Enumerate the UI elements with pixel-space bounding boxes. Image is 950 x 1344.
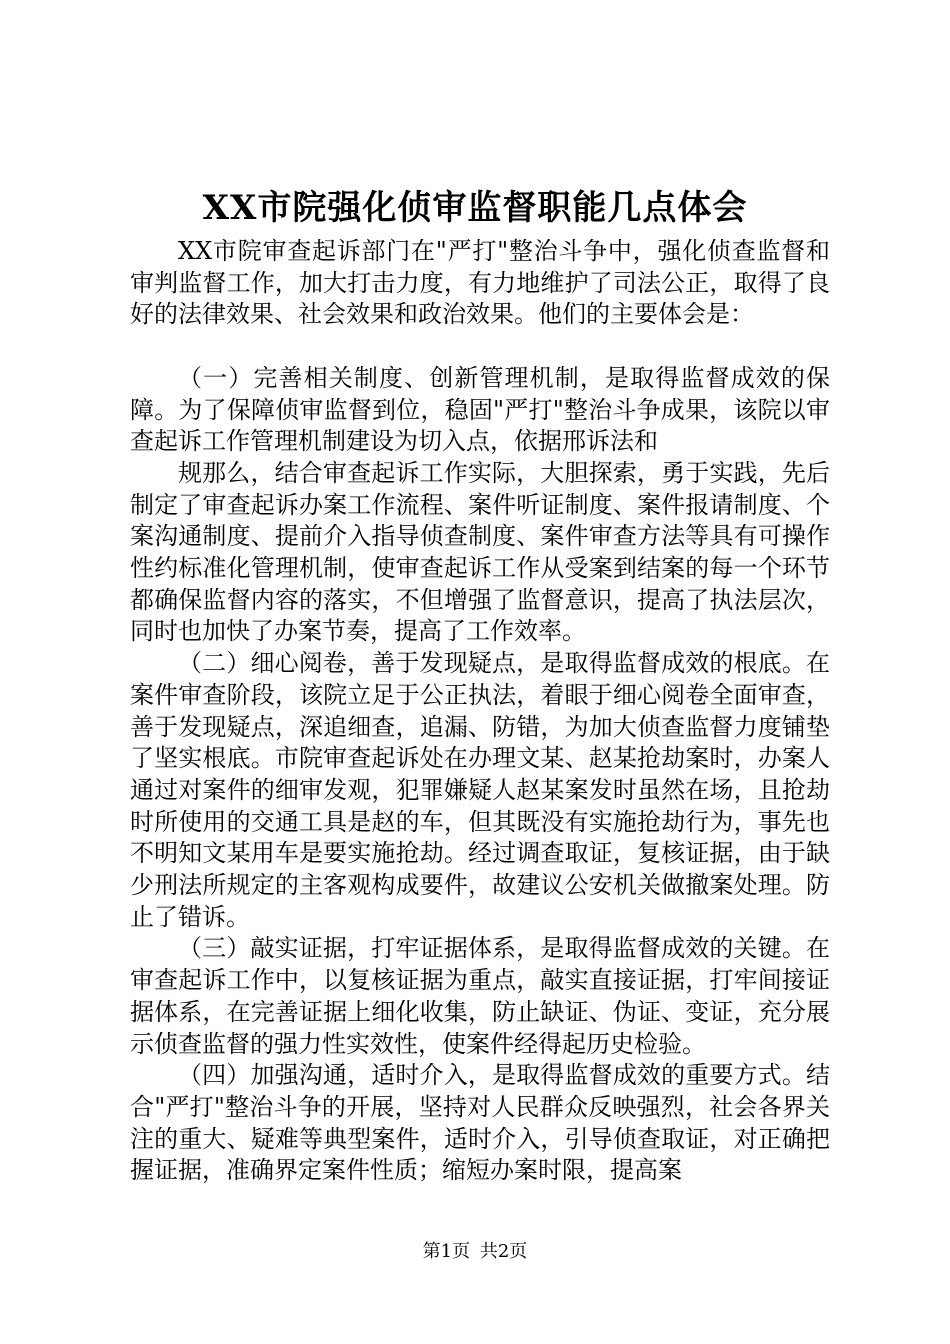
page-total: 共2页 <box>479 1241 528 1262</box>
page-number: 第1页 <box>422 1241 471 1262</box>
document-title: XX市院强化侦审监督职能几点体会 <box>202 188 748 228</box>
paragraph-section-3: （三）敲实证据，打牢证据体系，是取得监督成效的关键。在审查起诉工作中，以复核证据为重点，敲实直接证据，打牢间接证据体系，在完善证据上细化收集，防止缺证、伪证、变证，充分展示侦查监督的强力性实效性，使案件经得起历史检验。 <box>130 934 830 1058</box>
paragraph-intro: XX市院审查起诉部门在"严打"整治斗争中，强化侦查监督和审判监督工作，加大打击力度，有力地维护了司法公正，取得了良好的法律效果、社会效果和政治效果。他们的主要体会是： <box>130 237 830 329</box>
document-body <box>130 236 830 1187</box>
paragraph-section-2: （二）细心阅卷，善于发现疑点，是取得监督成效的根底。在案件审查阶段，该院立足于公正执法，着眼于细心阅卷全面审查，善于发现疑点，深追细查，追漏、防错，为加大侦查监督力度铺垫了坚实根底。市院审查起诉处在办理文某、赵某抢劫案时，办案人通过对案件的细审发观，犯罪嫌疑人赵某案发时虽然在场，且抢劫时所使用的交通工具是赵的车，但其既没有实施抢劫行为，事先也不明知文某用车是要实施抢劫。经过调查取证，复核证据，由于缺少刑法所规定的主客观构成要件，故建议公安机关做撤案处理。防止了错诉。 <box>130 649 830 931</box>
paragraph-section-4: （四）加强沟通，适时介入，是取得监督成效的重要方式。结合"严打"整治斗争的开展，坚持对人民群众反映强烈，社会各界关注的重大、疑难等典型案件，适时介入，引导侦查取证，对正确把握证据，准确界定案件性质；缩短办案时限，提高案 <box>130 1061 830 1185</box>
paragraph-section-1-continued: 规那么，结合审查起诉工作实际，大胆探索，勇于实践，先后制定了审查起诉办案工作流程、案件听证制度、案件报请制度、个案沟通制度、提前介入指导侦查制度、案件审查方法等具有可操作性约标准化管理机制，使审查起诉工作从受案到结案的每一个环节都确保监督内容的落实，不但增强了监督意识，提高了执法层次，同时也加快了办案节奏，提高了工作效率。 <box>130 458 830 646</box>
page-footer <box>0 1240 950 1264</box>
paragraph-section-1: （一）完善相关制度、创新管理机制，是取得监督成效的保障。为了保障侦审监督到位，稳固"严打"整治斗争成果，该院以审查起诉工作管理机制建设为切入点，依据邢诉法和 <box>130 363 830 456</box>
